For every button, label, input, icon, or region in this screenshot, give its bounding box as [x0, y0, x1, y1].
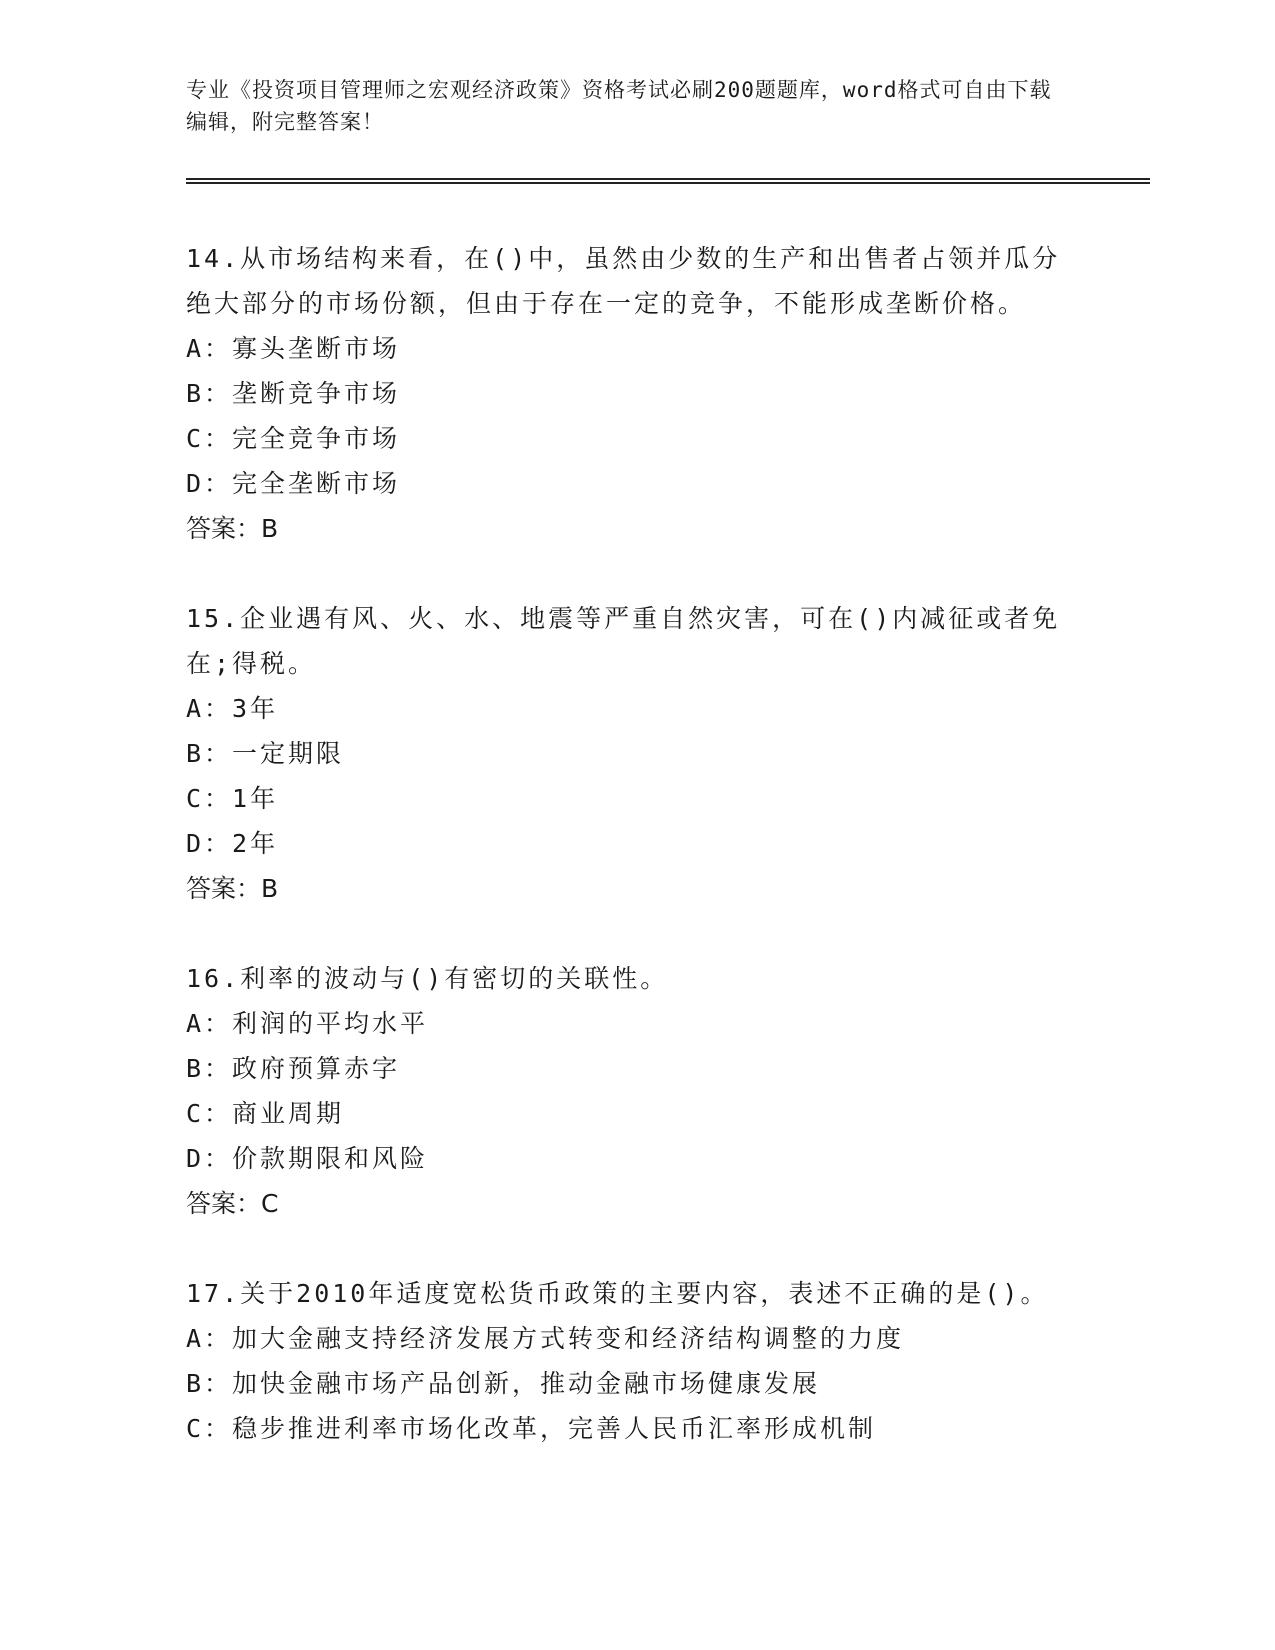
option-b: B：政府预算赤字: [186, 1054, 401, 1083]
option-a: A：利润的平均水平: [186, 1009, 429, 1038]
option-b: B：一定期限: [186, 739, 345, 768]
header-divider: [186, 178, 1150, 184]
option-c: C：稳步推进利率市场化改革，完善人民币汇率形成机制: [186, 1414, 877, 1443]
option-c: C：1年: [186, 784, 279, 813]
option-a: A：加大金融支持经济发展方式转变和经济结构调整的力度: [186, 1324, 905, 1353]
option-d: D：2年: [186, 829, 279, 858]
question-stem: 17.关于2010年适度宽松货币政策的主要内容，表述不正确的是()。: [186, 1279, 1049, 1308]
option-b: B：加快金融市场产品创新，推动金融市场健康发展: [186, 1369, 821, 1398]
option-a: A：寡头垄断市场: [186, 334, 401, 363]
option-c: C：完全竞争市场: [186, 424, 401, 453]
question-list: [186, 236, 1086, 1495]
answer: 答案：B: [186, 514, 279, 543]
question-stem: 16.利率的波动与()有密切的关联性。: [186, 964, 669, 993]
option-a: A：3年: [186, 694, 279, 723]
question-15: [186, 596, 1086, 912]
question-16: [186, 956, 1086, 1227]
option-d: D：价款期限和风险: [186, 1144, 429, 1173]
option-b: B：垄断竞争市场: [186, 379, 401, 408]
answer: 答案：B: [186, 874, 279, 903]
option-d: D：完全垄断市场: [186, 469, 401, 498]
question-17: [186, 1271, 1086, 1451]
document-header: 专业《投资项目管理师之宏观经济政策》资格考试必刷200题题库，word格式可自由下载编辑，附完整答案！: [186, 78, 1052, 134]
question-stem: 15.企业遇有风、火、水、地震等严重自然灾害，可在()内减征或者免在;得税。: [186, 604, 1061, 678]
question-stem: 14.从市场结构来看，在()中，虽然由少数的生产和出售者占领并瓜分绝大部分的市场份额，但由于存在一定的竞争，不能形成垄断价格。: [186, 244, 1061, 318]
option-c: C：商业周期: [186, 1099, 345, 1128]
answer: 答案：C: [186, 1189, 279, 1218]
question-14: [186, 236, 1086, 552]
